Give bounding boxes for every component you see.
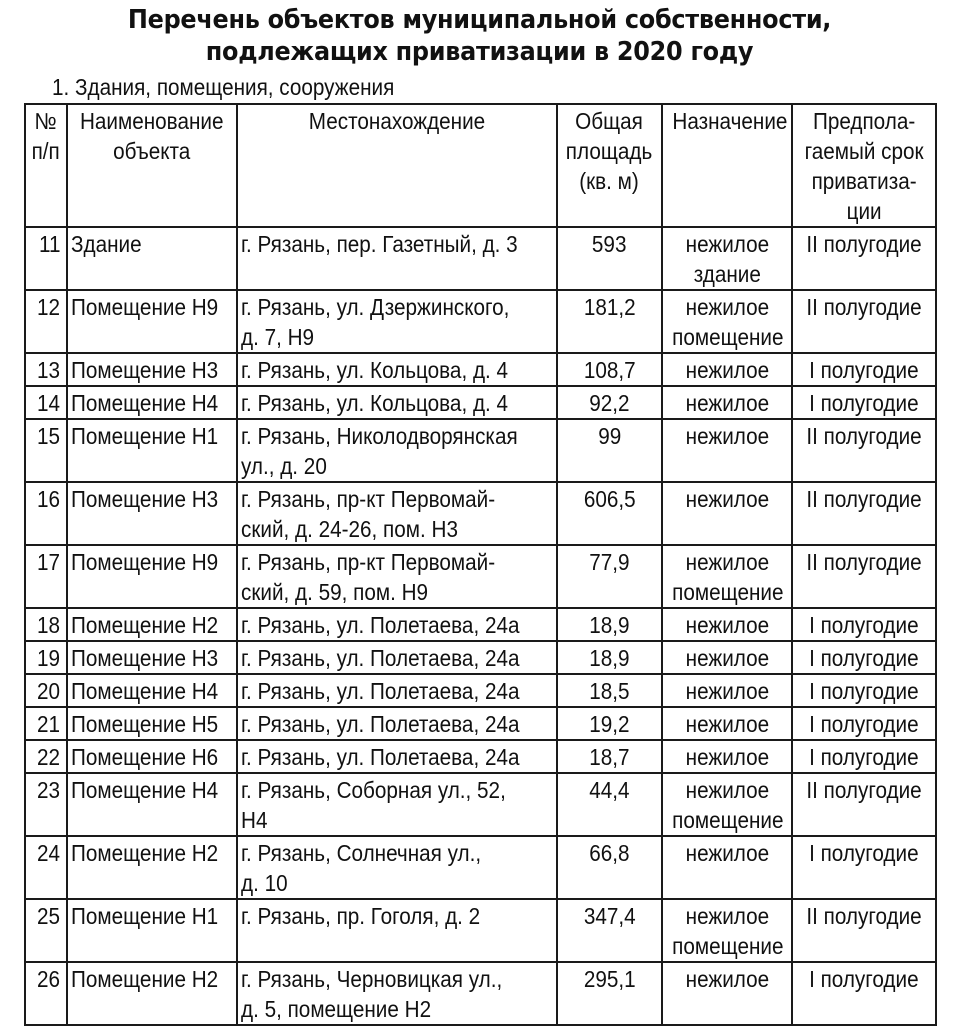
object-area	[557, 290, 662, 353]
privatization-term	[792, 707, 936, 740]
object-purpose	[662, 227, 792, 290]
row-number	[25, 545, 67, 608]
privatization-term	[792, 290, 936, 353]
object-location	[237, 899, 557, 962]
table-header-row	[25, 104, 936, 227]
row-number	[25, 674, 67, 707]
location-line-1: г. Рязань, ул. Полетаева, 24а	[241, 645, 520, 671]
row-number	[25, 482, 67, 545]
object-area	[557, 899, 662, 962]
purpose-line-1: нежилое	[685, 711, 769, 737]
object-location	[237, 290, 557, 353]
object-name-text: Помещение Н3	[71, 645, 219, 671]
table-row	[25, 290, 936, 353]
location-line-1: г. Рязань, ул. Кольцова, д. 4	[241, 357, 509, 383]
object-purpose	[662, 641, 792, 674]
row-number-text: 17	[37, 549, 61, 575]
table-row	[25, 353, 936, 386]
object-name-text: Помещение Н2	[71, 966, 219, 992]
object-location	[237, 836, 557, 899]
object-name	[67, 608, 237, 641]
privatization-term	[792, 740, 936, 773]
purpose-line-2: помещение	[672, 579, 784, 605]
area-text: 593	[592, 231, 627, 257]
area-text: 66,8	[589, 840, 630, 866]
object-purpose	[662, 740, 792, 773]
term-text: I полугодие	[809, 390, 919, 416]
object-name	[67, 419, 237, 482]
object-name-text: Помещение Н4	[71, 390, 219, 416]
table-row	[25, 773, 936, 836]
object-location	[237, 227, 557, 290]
object-purpose	[662, 419, 792, 482]
purpose-line-1: нежилое	[685, 357, 769, 383]
object-purpose	[662, 707, 792, 740]
privatization-term	[792, 545, 936, 608]
object-name	[67, 227, 237, 290]
privatization-table	[24, 103, 937, 1026]
privatization-term	[792, 836, 936, 899]
location-line-1: г. Рязань, ул. Полетаева, 24а	[241, 678, 520, 704]
object-purpose	[662, 962, 792, 1025]
table-row	[25, 899, 936, 962]
object-area	[557, 740, 662, 773]
row-number	[25, 899, 67, 962]
object-location	[237, 641, 557, 674]
object-name	[67, 740, 237, 773]
header-term: Предпола- гаемый срок приватиза- ции	[792, 104, 936, 227]
area-text: 18,9	[589, 612, 630, 638]
row-number-text: 20	[37, 678, 61, 704]
table-row	[25, 707, 936, 740]
object-area	[557, 707, 662, 740]
object-name	[67, 773, 237, 836]
title-line-2: подлежащих приватизации в 2020 году	[205, 37, 754, 67]
term-text: II полугодие	[806, 777, 922, 803]
object-name	[67, 482, 237, 545]
location-line-1: г. Рязань, Солнечная ул.,	[241, 840, 482, 866]
location-line-1: г. Рязань, пр-кт Первомай-	[241, 486, 496, 512]
header-num: № п/п	[25, 104, 67, 227]
object-name	[67, 290, 237, 353]
table-row	[25, 740, 936, 773]
object-purpose	[662, 773, 792, 836]
purpose-line-1: нежилое	[685, 903, 769, 929]
object-location	[237, 353, 557, 386]
term-text: I полугодие	[809, 840, 919, 866]
document-title	[38, 4, 920, 68]
object-location	[237, 962, 557, 1025]
object-name-text: Помещение Н9	[71, 294, 219, 320]
object-name	[67, 674, 237, 707]
purpose-line-1: нежилое	[685, 231, 769, 257]
purpose-line-1: нежилое	[685, 549, 769, 575]
header-location: Местонахождение	[237, 104, 557, 227]
privatization-term	[792, 899, 936, 962]
area-text: 181,2	[583, 294, 636, 320]
table-row	[25, 962, 936, 1025]
purpose-line-2: здание	[693, 261, 761, 287]
purpose-line-2: помещение	[672, 933, 784, 959]
location-line-1: г. Рязань, ул. Кольцова, д. 4	[241, 390, 509, 416]
row-number	[25, 353, 67, 386]
row-number	[25, 740, 67, 773]
header-area: Общая площадь (кв. м)	[557, 104, 662, 227]
object-purpose	[662, 353, 792, 386]
term-text: I полугодие	[809, 612, 919, 638]
row-number-text: 15	[37, 423, 61, 449]
area-text: 18,9	[589, 645, 630, 671]
row-number-text: 14	[37, 390, 61, 416]
object-name	[67, 707, 237, 740]
term-text: I полугодие	[809, 966, 919, 992]
area-text: 18,5	[589, 678, 630, 704]
privatization-term	[792, 353, 936, 386]
object-location	[237, 740, 557, 773]
table-row	[25, 836, 936, 899]
area-text: 108,7	[583, 357, 636, 383]
object-location	[237, 674, 557, 707]
table-row	[25, 545, 936, 608]
object-name	[67, 641, 237, 674]
location-line-1: г. Рязань, ул. Дзержинского,	[241, 294, 510, 320]
location-line-1: г. Рязань, Черновицкая ул.,	[241, 966, 503, 992]
object-purpose	[662, 608, 792, 641]
row-number	[25, 707, 67, 740]
term-text: I полугодие	[809, 711, 919, 737]
object-area	[557, 962, 662, 1025]
location-line-2: Н4	[241, 807, 268, 833]
object-location	[237, 773, 557, 836]
object-purpose	[662, 482, 792, 545]
privatization-term	[792, 674, 936, 707]
term-text: II полугодие	[806, 486, 922, 512]
area-text: 295,1	[583, 966, 636, 992]
location-line-2: ский, д. 24-26, пом. Н3	[241, 516, 458, 542]
purpose-line-1: нежилое	[685, 840, 769, 866]
object-name-text: Помещение Н1	[71, 423, 219, 449]
object-purpose	[662, 386, 792, 419]
object-name-text: Помещение Н4	[71, 678, 219, 704]
purpose-line-1: нежилое	[685, 966, 769, 992]
object-location	[237, 545, 557, 608]
term-text: I полугодие	[809, 678, 919, 704]
purpose-line-2: помещение	[672, 807, 784, 833]
location-line-2: д. 7, Н9	[241, 324, 315, 350]
location-line-2: ский, д. 59, пом. Н9	[241, 579, 429, 605]
table-row	[25, 641, 936, 674]
row-number-text: 22	[37, 744, 61, 770]
purpose-line-2: помещение	[672, 324, 784, 350]
object-name-text: Помещение Н9	[71, 549, 219, 575]
term-text: II полугодие	[806, 549, 922, 575]
object-location	[237, 419, 557, 482]
location-line-1: г. Рязань, ул. Полетаева, 24а	[241, 612, 520, 638]
row-number-text: 25	[37, 903, 61, 929]
location-line-1: г. Рязань, пер. Газетный, д. 3	[241, 231, 518, 257]
privatization-term	[792, 386, 936, 419]
object-name	[67, 353, 237, 386]
location-line-2: д. 5, помещение Н2	[241, 996, 432, 1022]
privatization-term	[792, 482, 936, 545]
term-text: II полугодие	[806, 294, 922, 320]
object-area	[557, 641, 662, 674]
row-number-text: 24	[37, 840, 61, 866]
row-number-text: 16	[37, 486, 61, 512]
section-heading: 1. Здания, помещения, сооружения	[52, 74, 395, 100]
purpose-line-1: нежилое	[685, 423, 769, 449]
object-area	[557, 674, 662, 707]
object-name-text: Помещение Н1	[71, 903, 219, 929]
object-name-text: Помещение Н6	[71, 744, 219, 770]
location-line-2: ул., д. 20	[241, 453, 327, 479]
row-number-text: 18	[37, 612, 61, 638]
row-number	[25, 836, 67, 899]
term-text: II полугодие	[806, 423, 922, 449]
object-name-text: Помещение Н4	[71, 777, 219, 803]
header-name: Наименование объекта	[67, 104, 237, 227]
privatization-term	[792, 608, 936, 641]
object-name-text: Помещение Н3	[71, 357, 219, 383]
row-number-text: 23	[37, 777, 61, 803]
object-area	[557, 773, 662, 836]
term-text: II полугодие	[806, 231, 922, 257]
row-number-text: 19	[37, 645, 61, 671]
privatization-term	[792, 227, 936, 290]
location-line-1: г. Рязань, Николодворянская	[241, 423, 518, 449]
privatization-term	[792, 419, 936, 482]
table-row	[25, 227, 936, 290]
object-area	[557, 836, 662, 899]
object-name	[67, 836, 237, 899]
purpose-line-1: нежилое	[685, 744, 769, 770]
row-number	[25, 773, 67, 836]
object-name-text: Помещение Н2	[71, 840, 219, 866]
term-text: I полугодие	[809, 645, 919, 671]
row-number-text: 21	[37, 711, 61, 737]
object-area	[557, 353, 662, 386]
object-location	[237, 386, 557, 419]
purpose-line-1: нежилое	[685, 390, 769, 416]
area-text: 606,5	[583, 486, 636, 512]
purpose-line-1: нежилое	[685, 645, 769, 671]
object-name-text: Помещение Н5	[71, 711, 219, 737]
privatization-term	[792, 641, 936, 674]
object-name	[67, 545, 237, 608]
table-body	[25, 227, 936, 1025]
object-location	[237, 608, 557, 641]
object-area	[557, 386, 662, 419]
area-text: 18,7	[589, 744, 630, 770]
object-location	[237, 482, 557, 545]
object-area	[557, 419, 662, 482]
row-number	[25, 962, 67, 1025]
object-area	[557, 545, 662, 608]
row-number	[25, 641, 67, 674]
object-area	[557, 482, 662, 545]
term-text: I полугодие	[809, 357, 919, 383]
object-purpose	[662, 545, 792, 608]
row-number	[25, 386, 67, 419]
row-number	[25, 227, 67, 290]
term-text: I полугодие	[809, 744, 919, 770]
privatization-term	[792, 773, 936, 836]
table-row	[25, 608, 936, 641]
area-text: 44,4	[589, 777, 630, 803]
location-line-1: г. Рязань, пр-кт Первомай-	[241, 549, 496, 575]
term-text: II полугодие	[806, 903, 922, 929]
location-line-1: г. Рязань, ул. Полетаева, 24а	[241, 744, 520, 770]
purpose-line-1: нежилое	[685, 678, 769, 704]
row-number	[25, 290, 67, 353]
object-name	[67, 899, 237, 962]
table-row	[25, 386, 936, 419]
location-line-1: г. Рязань, пр. Гоголя, д. 2	[241, 903, 481, 929]
header-purpose: Назначение	[662, 104, 792, 227]
object-area	[557, 227, 662, 290]
area-text: 347,4	[583, 903, 636, 929]
table-row	[25, 482, 936, 545]
object-name	[67, 386, 237, 419]
row-number-text: 12	[37, 294, 61, 320]
location-line-1: г. Рязань, Соборная ул., 52,	[241, 777, 506, 803]
location-line-2: д. 10	[241, 870, 288, 896]
purpose-line-1: нежилое	[685, 486, 769, 512]
area-text: 77,9	[589, 549, 630, 575]
row-number	[25, 419, 67, 482]
table-row	[25, 419, 936, 482]
privatization-term	[792, 962, 936, 1025]
object-purpose	[662, 899, 792, 962]
object-name-text: Помещение Н2	[71, 612, 219, 638]
object-purpose	[662, 836, 792, 899]
row-number-text: 13	[37, 357, 61, 383]
object-name-text: Здание	[71, 231, 142, 257]
row-number	[25, 608, 67, 641]
area-text: 99	[597, 423, 622, 449]
object-name-text: Помещение Н3	[71, 486, 219, 512]
purpose-line-1: нежилое	[685, 612, 769, 638]
object-name	[67, 962, 237, 1025]
purpose-line-1: нежилое	[685, 777, 769, 803]
table-row	[25, 674, 936, 707]
area-text: 19,2	[589, 711, 630, 737]
title-line-1: Перечень объектов муниципальной собственности,	[127, 5, 832, 35]
object-purpose	[662, 674, 792, 707]
object-area	[557, 608, 662, 641]
purpose-line-1: нежилое	[685, 294, 769, 320]
location-line-1: г. Рязань, ул. Полетаева, 24а	[241, 711, 520, 737]
object-purpose	[662, 290, 792, 353]
object-location	[237, 707, 557, 740]
area-text: 92,2	[589, 390, 630, 416]
row-number-text: 11	[39, 231, 61, 257]
row-number-text: 26	[37, 966, 61, 992]
